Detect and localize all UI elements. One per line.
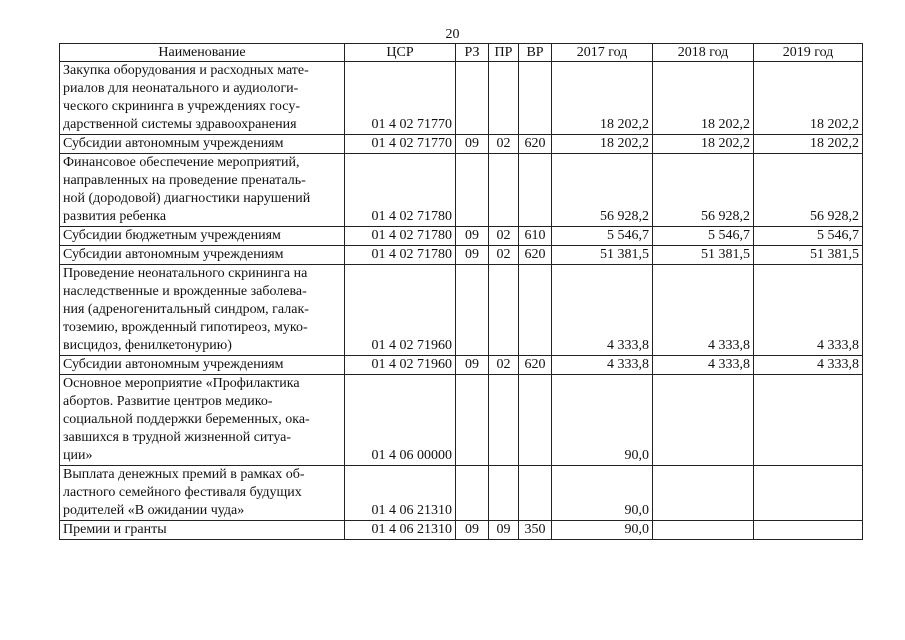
cell-rz: 09 bbox=[456, 356, 489, 375]
cell-2019 bbox=[754, 521, 863, 540]
cell-rz bbox=[456, 62, 489, 135]
table-row bbox=[60, 227, 863, 246]
cell-2017: 5 546,7 bbox=[552, 227, 653, 246]
cell-2017: 56 928,2 bbox=[552, 154, 653, 227]
cell-csr: 01 4 06 21310 bbox=[345, 466, 456, 521]
cell-name: Проведение неонатального скрининга на наследственные и врожденные заболева- ния (адреногенитальный синдром, галак- тоземию, врожденный гипотиреоз, муко- висцидоз, фенилкетонурию) bbox=[60, 265, 345, 356]
table-row bbox=[60, 521, 863, 540]
cell-name: Субсидии бюджетным учреждениям bbox=[60, 227, 345, 246]
table-row bbox=[60, 356, 863, 375]
cell-name: Основное мероприятие «Профилактика абортов. Развитие центров медико- социальной поддержки беременных, ока- завшихся в трудной жизненной ситуа- ции» bbox=[60, 375, 345, 466]
cell-vr bbox=[519, 154, 552, 227]
header-pr: ПР bbox=[489, 44, 519, 62]
cell-name: Субсидии автономным учреждениям bbox=[60, 246, 345, 265]
header-2018: 2018 год bbox=[653, 44, 754, 62]
cell-2018: 18 202,2 bbox=[653, 62, 754, 135]
cell-2018: 18 202,2 bbox=[653, 135, 754, 154]
cell-rz: 09 bbox=[456, 246, 489, 265]
cell-vr bbox=[519, 62, 552, 135]
table-row bbox=[60, 246, 863, 265]
cell-rz bbox=[456, 154, 489, 227]
cell-rz bbox=[456, 466, 489, 521]
cell-2017: 90,0 bbox=[552, 466, 653, 521]
cell-pr: 02 bbox=[489, 356, 519, 375]
table-row bbox=[60, 466, 863, 521]
cell-vr: 350 bbox=[519, 521, 552, 540]
cell-2019: 18 202,2 bbox=[754, 135, 863, 154]
cell-vr bbox=[519, 375, 552, 466]
header-csr: ЦСР bbox=[345, 44, 456, 62]
cell-2017: 90,0 bbox=[552, 375, 653, 466]
cell-2018: 56 928,2 bbox=[653, 154, 754, 227]
cell-2017: 90,0 bbox=[552, 521, 653, 540]
cell-rz: 09 bbox=[456, 521, 489, 540]
table-row bbox=[60, 154, 863, 227]
cell-2019: 4 333,8 bbox=[754, 356, 863, 375]
cell-vr: 610 bbox=[519, 227, 552, 246]
budget-table bbox=[59, 43, 863, 540]
cell-rz: 09 bbox=[456, 135, 489, 154]
cell-2019: 18 202,2 bbox=[754, 62, 863, 135]
cell-2018: 5 546,7 bbox=[653, 227, 754, 246]
table-body bbox=[60, 62, 863, 540]
cell-rz: 09 bbox=[456, 227, 489, 246]
header-2019: 2019 год bbox=[754, 44, 863, 62]
header-rz: РЗ bbox=[456, 44, 489, 62]
cell-name: Субсидии автономным учреждениям bbox=[60, 135, 345, 154]
cell-name: Закупка оборудования и расходных мате- риалов для неонатального и аудиологи- ческого скрининга в учреждениях госу- дарственной системы здравоохранения bbox=[60, 62, 345, 135]
cell-name: Премии и гранты bbox=[60, 521, 345, 540]
cell-2018: 4 333,8 bbox=[653, 265, 754, 356]
cell-csr: 01 4 06 21310 bbox=[345, 521, 456, 540]
cell-2018: 51 381,5 bbox=[653, 246, 754, 265]
cell-name: Выплата денежных премий в рамках об- ластного семейного фестиваля будущих родителей «В ожидании чуда» bbox=[60, 466, 345, 521]
cell-2019: 5 546,7 bbox=[754, 227, 863, 246]
cell-pr bbox=[489, 154, 519, 227]
cell-2017: 18 202,2 bbox=[552, 135, 653, 154]
cell-name: Субсидии автономным учреждениям bbox=[60, 356, 345, 375]
cell-2017: 4 333,8 bbox=[552, 265, 653, 356]
cell-vr bbox=[519, 466, 552, 521]
table-row bbox=[60, 375, 863, 466]
table-row bbox=[60, 62, 863, 135]
cell-vr: 620 bbox=[519, 246, 552, 265]
table-row bbox=[60, 265, 863, 356]
cell-2019 bbox=[754, 466, 863, 521]
header-row bbox=[60, 44, 863, 62]
cell-csr: 01 4 02 71960 bbox=[345, 265, 456, 356]
cell-vr bbox=[519, 265, 552, 356]
cell-vr: 620 bbox=[519, 135, 552, 154]
cell-pr: 02 bbox=[489, 135, 519, 154]
cell-2018 bbox=[653, 375, 754, 466]
table-row bbox=[60, 135, 863, 154]
cell-rz bbox=[456, 265, 489, 356]
cell-2017: 4 333,8 bbox=[552, 356, 653, 375]
cell-pr: 02 bbox=[489, 246, 519, 265]
cell-csr: 01 4 02 71770 bbox=[345, 62, 456, 135]
cell-pr bbox=[489, 265, 519, 356]
header-vr: ВР bbox=[519, 44, 552, 62]
cell-2018 bbox=[653, 466, 754, 521]
cell-pr bbox=[489, 375, 519, 466]
cell-pr bbox=[489, 466, 519, 521]
cell-2017: 18 202,2 bbox=[552, 62, 653, 135]
cell-csr: 01 4 02 71960 bbox=[345, 356, 456, 375]
cell-csr: 01 4 06 00000 bbox=[345, 375, 456, 466]
cell-2018: 4 333,8 bbox=[653, 356, 754, 375]
header-name: Наименование bbox=[60, 44, 345, 62]
header-2017: 2017 год bbox=[552, 44, 653, 62]
cell-2018 bbox=[653, 521, 754, 540]
cell-csr: 01 4 02 71780 bbox=[345, 154, 456, 227]
cell-csr: 01 4 02 71780 bbox=[345, 246, 456, 265]
cell-2019: 56 928,2 bbox=[754, 154, 863, 227]
cell-2019: 4 333,8 bbox=[754, 265, 863, 356]
cell-rz bbox=[456, 375, 489, 466]
cell-csr: 01 4 02 71770 bbox=[345, 135, 456, 154]
cell-name: Финансовое обеспечение мероприятий, направленных на проведение пренаталь- ной (дородовой) диагностики нарушений развития ребенка bbox=[60, 154, 345, 227]
cell-pr bbox=[489, 62, 519, 135]
cell-2019 bbox=[754, 375, 863, 466]
cell-2019: 51 381,5 bbox=[754, 246, 863, 265]
cell-2017: 51 381,5 bbox=[552, 246, 653, 265]
cell-pr: 02 bbox=[489, 227, 519, 246]
page-number: 20 bbox=[445, 27, 460, 42]
cell-vr: 620 bbox=[519, 356, 552, 375]
cell-pr: 09 bbox=[489, 521, 519, 540]
cell-csr: 01 4 02 71780 bbox=[345, 227, 456, 246]
